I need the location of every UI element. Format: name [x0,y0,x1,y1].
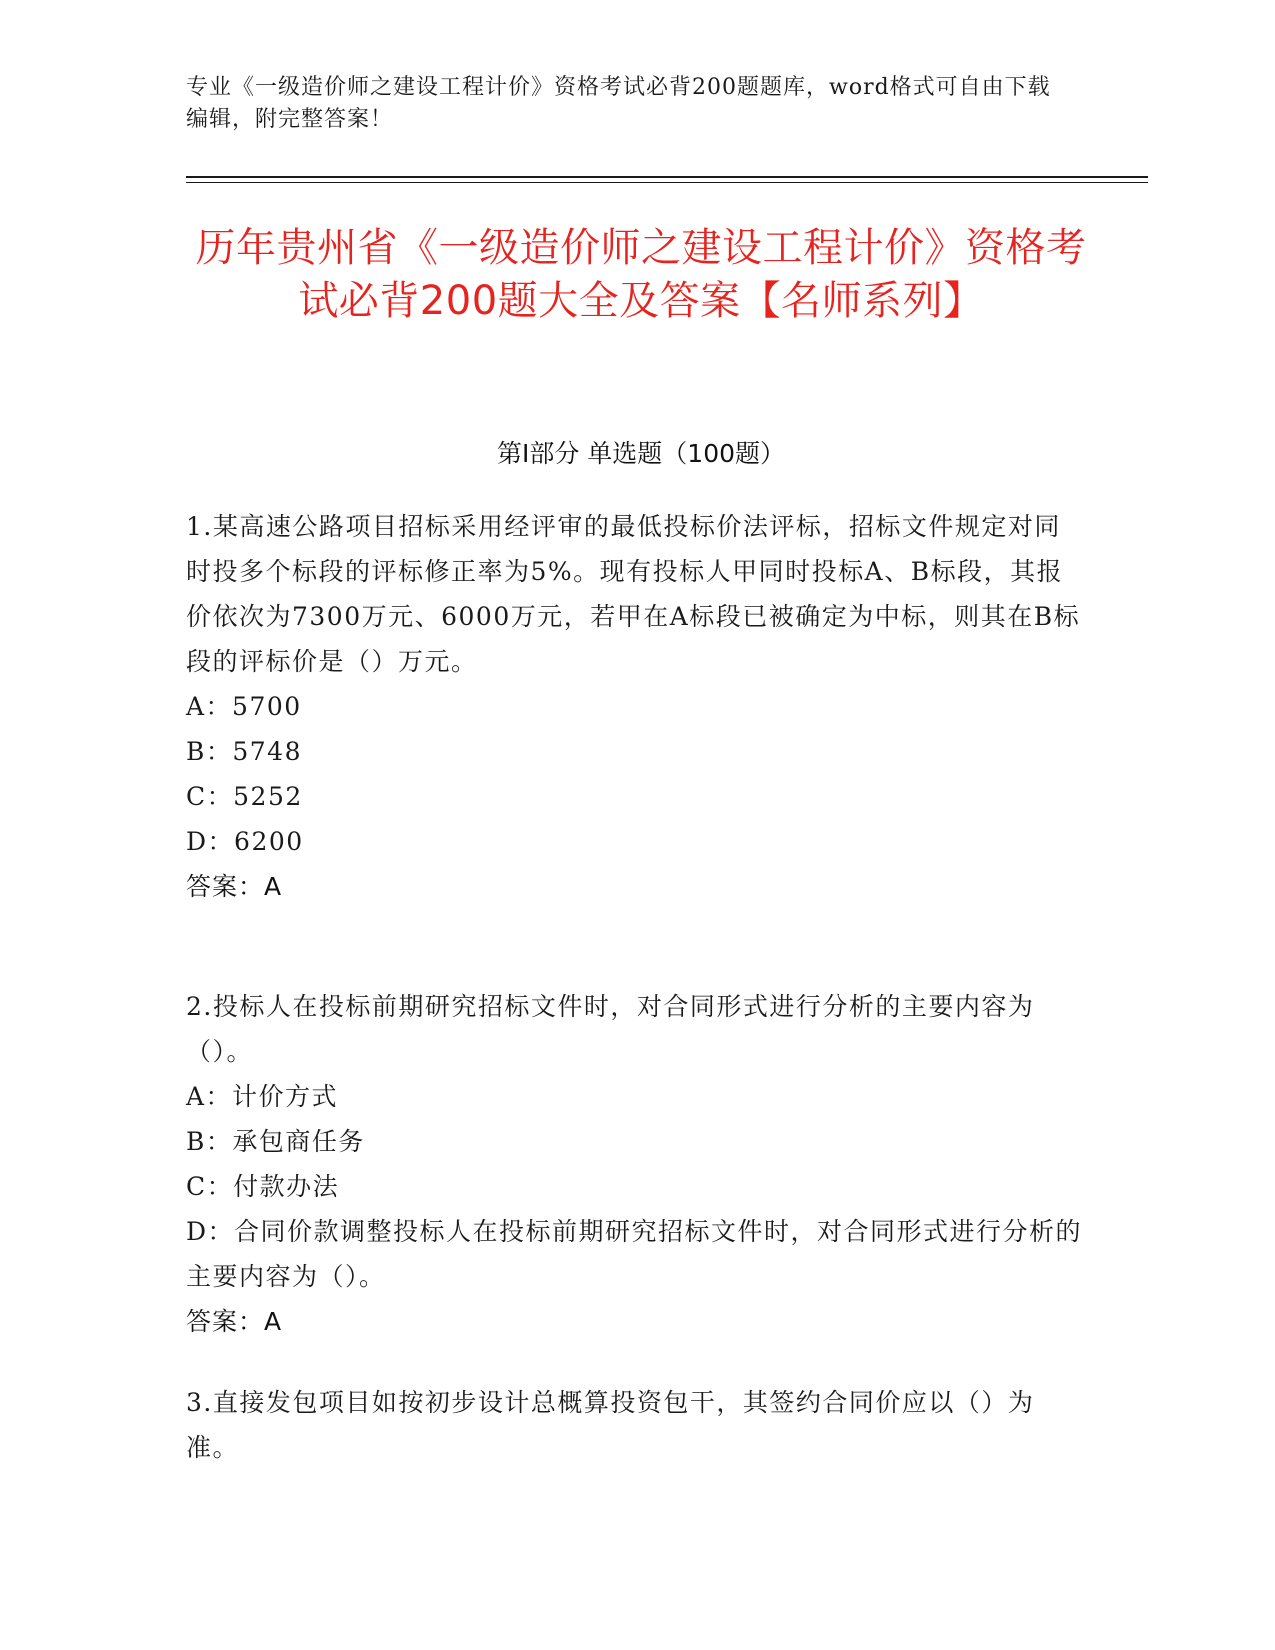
question-stem: 2.投标人在投标前期研究招标文件时，对合同形式进行分析的主要内容为（）。 [186,992,1035,1066]
option-b: B：5748 [186,737,302,766]
section-title: 第I部分 单选题（100题） [496,439,786,468]
answer: 答案：A [186,1307,283,1336]
header-rule-thick [186,176,1148,178]
header-rule-thin [186,182,1148,183]
option-d: D：6200 [186,827,304,856]
option-b: B：承包商任务 [186,1127,365,1156]
option-a: A：5700 [186,692,302,721]
header-note: 专业《一级造价师之建设工程计价》资格考试必背200题题库，word格式可自由下载编辑，附完整答案！ [186,75,1051,132]
question-stem: 3.直接发包项目如按初步设计总概算投资包干，其签约合同价应以（）为准。 [186,1388,1035,1462]
option-c: C：5252 [186,782,303,811]
document-title: 历年贵州省《一级造价师之建设工程计价》资格考试必背200题大全及答案【名师系列】 [195,225,1087,324]
question-1 [186,504,1086,909]
question-3 [186,1380,1086,1470]
question-stem: 1.某高速公路项目招标采用经评审的最低投标价法评标，招标文件规定对同时投多个标段的评标修正率为5%。现有投标人甲同时投标A、B标段，其报价依次为7300万元、6000万元，若甲在A标段已被确定为中标，则其在B标段的评标价是（）万元。 [186,512,1081,676]
option-d: D：合同价款调整投标人在投标前期研究招标文件时，对合同形式进行分析的主要内容为（）。 [186,1217,1083,1291]
option-c: C：付款办法 [186,1172,340,1201]
answer: 答案：A [186,872,283,901]
question-2 [186,984,1086,1344]
option-a: A：计价方式 [186,1082,339,1111]
